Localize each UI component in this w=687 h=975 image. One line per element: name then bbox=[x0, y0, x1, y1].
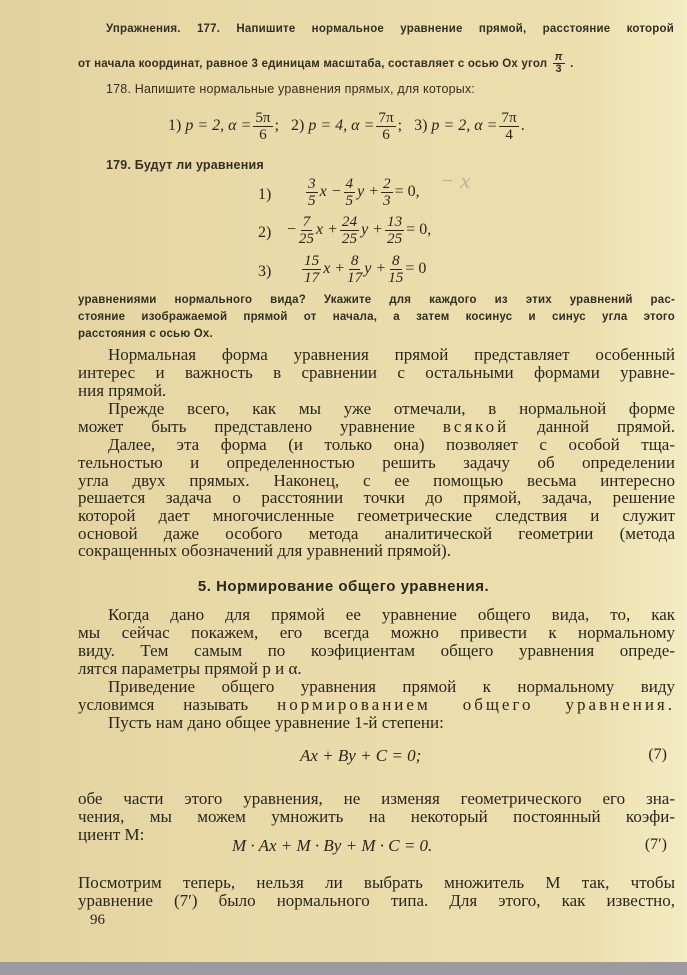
body-line: Далее, эта форма (и только она) позволяет с особой тща- bbox=[108, 435, 675, 454]
numerator: 15 bbox=[304, 252, 320, 269]
text: условимся называть bbox=[78, 695, 249, 714]
body-line: Посмотрим теперь, нельзя ли выбрать множитель M так, чтобы bbox=[78, 873, 675, 892]
term: y + bbox=[364, 260, 387, 278]
emphasis: всякой bbox=[442, 417, 510, 436]
body-line: основой даже особого метода аналитической геометрии (метода bbox=[78, 524, 675, 543]
body-line: ния прямой. bbox=[78, 381, 167, 400]
body-line: Когда дано для прямой ее уравнение общего вида, то, как bbox=[108, 605, 675, 624]
equation-7-number: (7) bbox=[648, 746, 667, 763]
numerator: 3 bbox=[308, 175, 316, 192]
exercise-177-text: от начала координат, равное 3 единицам масштаба, составляет с осью Ox угол bbox=[78, 57, 548, 70]
equation-7: Ax + By + C = 0; bbox=[300, 746, 422, 765]
separator: ; bbox=[397, 117, 403, 135]
numerator: 7π bbox=[501, 109, 517, 126]
numerator: 24 bbox=[341, 213, 358, 230]
body-line: тельностью и определенностью решить задачу об определении bbox=[78, 453, 675, 472]
body-line: интерес и важность в сравнении с остальными формами уравне- bbox=[78, 363, 675, 382]
exercise-178-cases bbox=[168, 110, 525, 143]
denominator: 17 bbox=[304, 268, 320, 286]
text: может быть представлено уравнение bbox=[78, 417, 415, 436]
separator: ; bbox=[274, 117, 280, 135]
numerator: 2 bbox=[383, 175, 391, 192]
sign: − bbox=[286, 221, 297, 239]
case-values: p = 2, α = bbox=[431, 117, 498, 135]
numerator: 13 bbox=[386, 213, 403, 230]
body-line: Нормальная форма уравнения прямой представляет особенный bbox=[108, 345, 675, 364]
denominator: 3 bbox=[555, 63, 562, 76]
angle-fraction bbox=[553, 52, 565, 76]
body-line: циент M: bbox=[78, 825, 145, 844]
exercise-179-tail-line: уравнениями нормального вида? Укажите для каждого из этих уравнений рас- bbox=[78, 294, 675, 306]
equation-label: 1) bbox=[258, 186, 272, 203]
body-line: уравнение (7′) было нормального типа. Для этого, как известно, bbox=[78, 891, 675, 910]
body-line: которой дает многочисленные геометрические следствия и служит bbox=[78, 506, 675, 525]
denominator: 6 bbox=[382, 125, 390, 143]
exercise-179-tail-line: стояние изображаемой прямой от начала, а затем косинус и синус угла этого bbox=[78, 311, 675, 323]
equals: = 0, bbox=[394, 183, 420, 201]
exercise-179-tail-line: расстояния с осью Ox. bbox=[78, 328, 213, 340]
numerator: 8 bbox=[350, 252, 359, 269]
numerator: 4 bbox=[345, 175, 354, 192]
equation-7-prime-number: (7′) bbox=[644, 836, 667, 853]
case-values: p = 2, α = bbox=[185, 117, 252, 135]
numerator: 5π bbox=[255, 109, 271, 126]
body-line: сокращенных обозначений для уравнений прямой). bbox=[78, 541, 451, 560]
denominator: 5 bbox=[308, 191, 316, 209]
body-line: решается задача о расстоянии точки до прямой, задача, решение bbox=[78, 488, 675, 507]
term: y + bbox=[361, 221, 383, 239]
body-line: Пусть нам дано общее уравнение 1-й степени: bbox=[108, 713, 444, 732]
emphasis: нормированием общего уравнения. bbox=[277, 695, 676, 714]
page-number: 96 bbox=[90, 912, 105, 928]
body-line bbox=[78, 418, 675, 436]
case-label: 1) bbox=[168, 117, 182, 135]
case-1 bbox=[168, 109, 280, 143]
case-label: 3) bbox=[414, 117, 428, 135]
denominator: 5 bbox=[345, 191, 354, 209]
body-line: угла двух прямых. Наконец, с ее помощью весьма интересно bbox=[78, 471, 675, 490]
body-line: виду. Тем самым по коэфициентам общего уравнения опреде- bbox=[78, 641, 675, 660]
term: x + bbox=[323, 260, 346, 278]
body-line: лятся параметры прямой p и α. bbox=[78, 659, 302, 678]
numerator: 7 bbox=[302, 213, 311, 230]
denominator: 25 bbox=[386, 229, 403, 247]
body-line: Прежде всего, как мы уже отмечали, в нормальной форме bbox=[108, 399, 675, 418]
term: x + bbox=[315, 221, 338, 239]
numerator: 8 bbox=[391, 252, 400, 269]
separator: . bbox=[520, 117, 525, 135]
equation-7-prime: M · Ax + M · By + M · C = 0. bbox=[232, 836, 433, 855]
numerator: 7π bbox=[378, 109, 394, 126]
body-line: обе части этого уравнения, не изменяя геометрического его зна- bbox=[78, 789, 675, 808]
body-line bbox=[78, 696, 675, 714]
denominator: 25 bbox=[341, 229, 358, 247]
exercise-177-line-2 bbox=[78, 52, 573, 76]
denominator: 3 bbox=[383, 191, 391, 209]
denominator: 25 bbox=[298, 229, 314, 247]
denominator: 4 bbox=[505, 125, 513, 143]
case-2 bbox=[291, 109, 403, 143]
case-label: 2) bbox=[291, 117, 305, 135]
exercise-178-line: 178. Напишите нормальные уравнения прямых, для которых: bbox=[106, 82, 476, 96]
term: x − bbox=[319, 183, 342, 201]
body-line: мы сейчас покажем, его всегда можно привести к нормальному bbox=[78, 623, 675, 642]
scan-edge bbox=[0, 962, 687, 975]
pencil-mark: − x bbox=[440, 168, 471, 193]
equals: = 0, bbox=[406, 221, 432, 239]
equation-label: 2) bbox=[258, 224, 272, 241]
case-3 bbox=[414, 109, 525, 143]
section-heading: 5. Нормирование общего уравнения. bbox=[197, 578, 490, 595]
body-line: чения, мы можем умножить на некоторый постоянный коэфи- bbox=[78, 807, 675, 826]
denominator: 6 bbox=[259, 125, 267, 143]
case-values: p = 4, α = bbox=[308, 117, 375, 135]
text: данной прямой. bbox=[537, 417, 676, 436]
period: . bbox=[570, 57, 574, 70]
body-line: Приведение общего уравнения прямой к нормальному виду bbox=[108, 677, 675, 696]
denominator: 15 bbox=[388, 268, 404, 286]
equals: = 0 bbox=[405, 260, 427, 278]
equation-label: 3) bbox=[258, 263, 272, 280]
term: y + bbox=[357, 183, 379, 201]
exercise-177-line-1: Упражнения. 177. Напишите нормальное уравнение прямой, расстояние которой bbox=[106, 23, 674, 35]
exercise-179-line: 179. Будут ли уравнения bbox=[106, 158, 264, 172]
numerator: π bbox=[554, 51, 563, 63]
denominator: 17 bbox=[347, 268, 363, 286]
